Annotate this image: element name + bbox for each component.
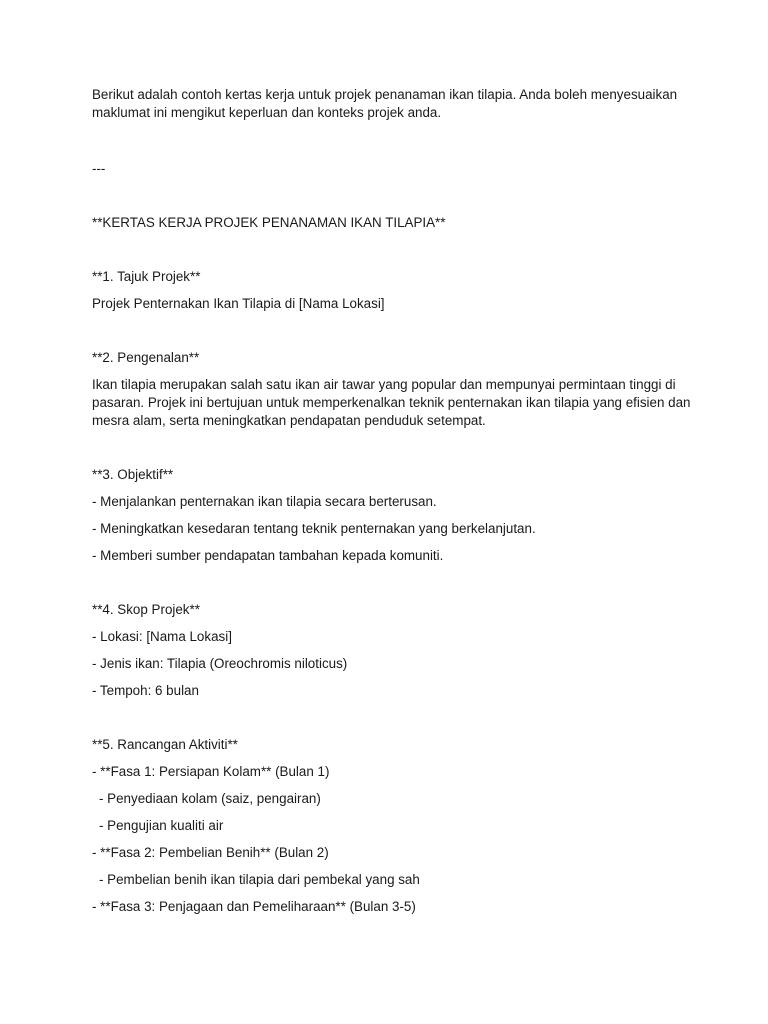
list-item: - Meningkatkan kesedaran tentang teknik penternakan yang berkelanjutan. bbox=[92, 521, 536, 536]
list-item: - **Fasa 1: Persiapan Kolam** (Bulan 1) bbox=[92, 764, 330, 779]
list-item: - Penyediaan kolam (saiz, pengairan) bbox=[99, 791, 321, 806]
section-body-pengenalan: Ikan tilapia merupakan salah satu ikan air tawar yang popular dan mempunyai permintaan tinggi di pasaran. Projek ini bertujuan untuk memperkenalkan teknik penternakan ikan tilapia yang efisien dan mesra alam, serta meningkatkan pendapatan penduduk setempat. bbox=[92, 377, 695, 428]
list-item: - **Fasa 3: Penjagaan dan Pemeliharaan** (Bulan 3-5) bbox=[92, 899, 416, 914]
list-item: - **Fasa 2: Pembelian Benih** (Bulan 2) bbox=[92, 845, 329, 860]
document-title: **KERTAS KERJA PROJEK PENANAMAN IKAN TILAPIA** bbox=[92, 215, 446, 230]
section-heading-rancangan: **5. Rancangan Aktiviti** bbox=[92, 737, 238, 752]
list-item: - Tempoh: 6 bulan bbox=[92, 683, 199, 698]
section-heading-objektif: **3. Objektif** bbox=[92, 467, 174, 482]
list-item: - Menjalankan penternakan ikan tilapia secara berterusan. bbox=[92, 494, 437, 509]
list-item: - Memberi sumber pendapatan tambahan kepada komuniti. bbox=[92, 548, 444, 563]
list-item: - Lokasi: [Nama Lokasi] bbox=[92, 629, 232, 644]
list-item: - Pembelian benih ikan tilapia dari pembekal yang sah bbox=[99, 872, 420, 887]
separator: --- bbox=[92, 161, 106, 176]
list-item: - Pengujian kualiti air bbox=[99, 818, 224, 833]
section-heading-skop: **4. Skop Projek** bbox=[92, 602, 200, 617]
section-heading-pengenalan: **2. Pengenalan** bbox=[92, 350, 200, 365]
list-item: - Jenis ikan: Tilapia (Oreochromis niloticus) bbox=[92, 656, 348, 671]
section-body-tajuk: Projek Penternakan Ikan Tilapia di [Nama Lokasi] bbox=[92, 296, 385, 311]
intro-paragraph: Berikut adalah contoh kertas kerja untuk projek penanaman ikan tilapia. Anda boleh menyesuaikan maklumat ini mengikut keperluan dan konteks projek anda. bbox=[92, 87, 681, 120]
section-heading-tajuk: **1. Tajuk Projek** bbox=[92, 269, 201, 284]
document-content bbox=[92, 86, 695, 925]
